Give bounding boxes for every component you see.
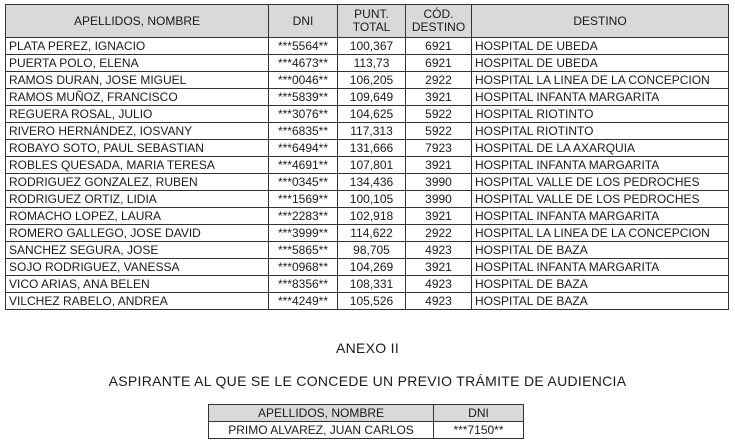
cell-name: ROMERO GALLEGO, JOSE DAVID xyxy=(6,225,269,242)
cell-name: RODRIGUEZ GONZALEZ, RUBEN xyxy=(6,174,269,191)
header-code-label: CÓD. DESTINO xyxy=(411,7,466,34)
cell-destination: HOSPITAL VALLE DE LOS PEDROCHES xyxy=(472,174,729,191)
annex-table-body xyxy=(209,422,524,439)
header-score xyxy=(338,5,406,38)
cell-code: 4923 xyxy=(406,242,472,259)
table-row xyxy=(6,89,729,106)
cell-score: 105,526 xyxy=(338,293,406,310)
cell-name: VILCHEZ RABELO, ANDREA xyxy=(6,293,269,310)
cell-score: 134,436 xyxy=(338,174,406,191)
cell-code: 3921 xyxy=(406,89,472,106)
cell-score: 100,367 xyxy=(338,38,406,55)
cell-dni: ***0345** xyxy=(269,174,338,191)
table-row xyxy=(6,106,729,123)
table-row xyxy=(6,293,729,310)
cell-dni: ***3999** xyxy=(269,225,338,242)
cell-score: 107,801 xyxy=(338,157,406,174)
cell-name: RODRIGUEZ ORTIZ, LIDIA xyxy=(6,191,269,208)
header-destination: DESTINO xyxy=(472,5,729,38)
header-code xyxy=(406,5,472,38)
cell-name: RAMOS DURAN, JOSE MIGUEL xyxy=(6,72,269,89)
cell-name: SANCHEZ SEGURA, JOSE xyxy=(6,242,269,259)
annex-cell-name: PRIMO ALVAREZ, JUAN CARLOS xyxy=(209,422,434,439)
table-row xyxy=(6,55,729,72)
applicants-table-body xyxy=(6,38,729,310)
cell-score: 113,73 xyxy=(338,55,406,72)
cell-dni: ***6494** xyxy=(269,140,338,157)
table-row xyxy=(6,72,729,89)
header-dni: DNI xyxy=(269,5,338,38)
applicants-table xyxy=(5,4,729,310)
cell-dni: ***5839** xyxy=(269,89,338,106)
table-row xyxy=(6,174,729,191)
header-name: APELLIDOS, NOMBRE xyxy=(6,5,269,38)
table-row xyxy=(6,208,729,225)
cell-score: 106,205 xyxy=(338,72,406,89)
cell-dni: ***2283** xyxy=(269,208,338,225)
cell-score: 109,649 xyxy=(338,89,406,106)
cell-dni: ***1569** xyxy=(269,191,338,208)
table-row xyxy=(6,225,729,242)
cell-destination: HOSPITAL DE UBEDA xyxy=(472,55,729,72)
cell-destination: HOSPITAL DE BAZA xyxy=(472,293,729,310)
cell-score: 117,313 xyxy=(338,123,406,140)
cell-destination: HOSPITAL RIOTINTO xyxy=(472,106,729,123)
cell-code: 3921 xyxy=(406,259,472,276)
cell-name: SOJO RODRIGUEZ, VANESSA xyxy=(6,259,269,276)
cell-dni: ***0968** xyxy=(269,259,338,276)
cell-code: 2922 xyxy=(406,72,472,89)
cell-code: 3990 xyxy=(406,191,472,208)
header-score-label: PUNT. TOTAL xyxy=(352,7,391,34)
cell-dni: ***8356** xyxy=(269,276,338,293)
table-row xyxy=(6,38,729,55)
cell-name: ROBLES QUESADA, MARIA TERESA xyxy=(6,157,269,174)
cell-dni: ***5564** xyxy=(269,38,338,55)
cell-code: 3921 xyxy=(406,157,472,174)
cell-code: 5922 xyxy=(406,106,472,123)
cell-destination: HOSPITAL DE BAZA xyxy=(472,276,729,293)
cell-name: RIVERO HERNÁNDEZ, IOSVANY xyxy=(6,123,269,140)
cell-code: 6921 xyxy=(406,38,472,55)
cell-destination: HOSPITAL INFANTA MARGARITA xyxy=(472,89,729,106)
cell-score: 131,666 xyxy=(338,140,406,157)
cell-dni: ***5865** xyxy=(269,242,338,259)
annex-subtitle: ASPIRANTE AL QUE SE LE CONCEDE UN PREVIO TRÁMITE DE AUDIENCIA xyxy=(108,373,627,389)
cell-score: 104,625 xyxy=(338,106,406,123)
cell-score: 102,918 xyxy=(338,208,406,225)
cell-dni: ***0046** xyxy=(269,72,338,89)
annex-table-row xyxy=(209,422,524,439)
cell-name: PUERTA POLO, ELENA xyxy=(6,55,269,72)
cell-name: ROMACHO LOPEZ, LAURA xyxy=(6,208,269,225)
cell-dni: ***4673** xyxy=(269,55,338,72)
cell-name: PLATA PEREZ, IGNACIO xyxy=(6,38,269,55)
cell-code: 3990 xyxy=(406,174,472,191)
cell-score: 100,105 xyxy=(338,191,406,208)
cell-destination: HOSPITAL DE UBEDA xyxy=(472,38,729,55)
table-row xyxy=(6,123,729,140)
cell-dni: ***6835** xyxy=(269,123,338,140)
table-row xyxy=(6,191,729,208)
annex-cell-dni: ***7150** xyxy=(434,422,524,439)
annex-title: ANEXO II xyxy=(335,340,400,356)
cell-code: 3921 xyxy=(406,208,472,225)
annex-table xyxy=(208,404,524,439)
cell-destination: HOSPITAL LA LINEA DE LA CONCEPCION xyxy=(472,225,729,242)
cell-name: VICO ARIAS, ANA BELEN xyxy=(6,276,269,293)
cell-code: 4923 xyxy=(406,293,472,310)
cell-score: 98,705 xyxy=(338,242,406,259)
cell-dni: ***4691** xyxy=(269,157,338,174)
cell-destination: HOSPITAL DE LA AXARQUIA xyxy=(472,140,729,157)
cell-score: 104,269 xyxy=(338,259,406,276)
table-row xyxy=(6,242,729,259)
cell-destination: HOSPITAL VALLE DE LOS PEDROCHES xyxy=(472,191,729,208)
cell-name: RAMOS MUÑOZ, FRANCISCO xyxy=(6,89,269,106)
annex-header-dni: DNI xyxy=(434,405,524,422)
cell-name: REGUERA ROSAL, JULIO xyxy=(6,106,269,123)
cell-destination: HOSPITAL DE BAZA xyxy=(472,242,729,259)
cell-destination: HOSPITAL LA LINEA DE LA CONCEPCION xyxy=(472,72,729,89)
cell-code: 4923 xyxy=(406,276,472,293)
cell-name: ROBAYO SOTO, PAUL SEBASTIAN xyxy=(6,140,269,157)
cell-code: 6921 xyxy=(406,55,472,72)
table-row xyxy=(6,276,729,293)
cell-code: 2922 xyxy=(406,225,472,242)
annex-header-row xyxy=(209,405,524,422)
cell-score: 114,622 xyxy=(338,225,406,242)
cell-destination: HOSPITAL INFANTA MARGARITA xyxy=(472,259,729,276)
cell-destination: HOSPITAL RIOTINTO xyxy=(472,123,729,140)
cell-destination: HOSPITAL INFANTA MARGARITA xyxy=(472,157,729,174)
cell-score: 108,331 xyxy=(338,276,406,293)
table-row xyxy=(6,259,729,276)
table-row xyxy=(6,157,729,174)
table-row xyxy=(6,140,729,157)
cell-dni: ***3076** xyxy=(269,106,338,123)
cell-destination: HOSPITAL INFANTA MARGARITA xyxy=(472,208,729,225)
cell-dni: ***4249** xyxy=(269,293,338,310)
cell-code: 5922 xyxy=(406,123,472,140)
table-header-row xyxy=(6,5,729,38)
cell-code: 7923 xyxy=(406,140,472,157)
annex-header-name: APELLIDOS, NOMBRE xyxy=(209,405,434,422)
